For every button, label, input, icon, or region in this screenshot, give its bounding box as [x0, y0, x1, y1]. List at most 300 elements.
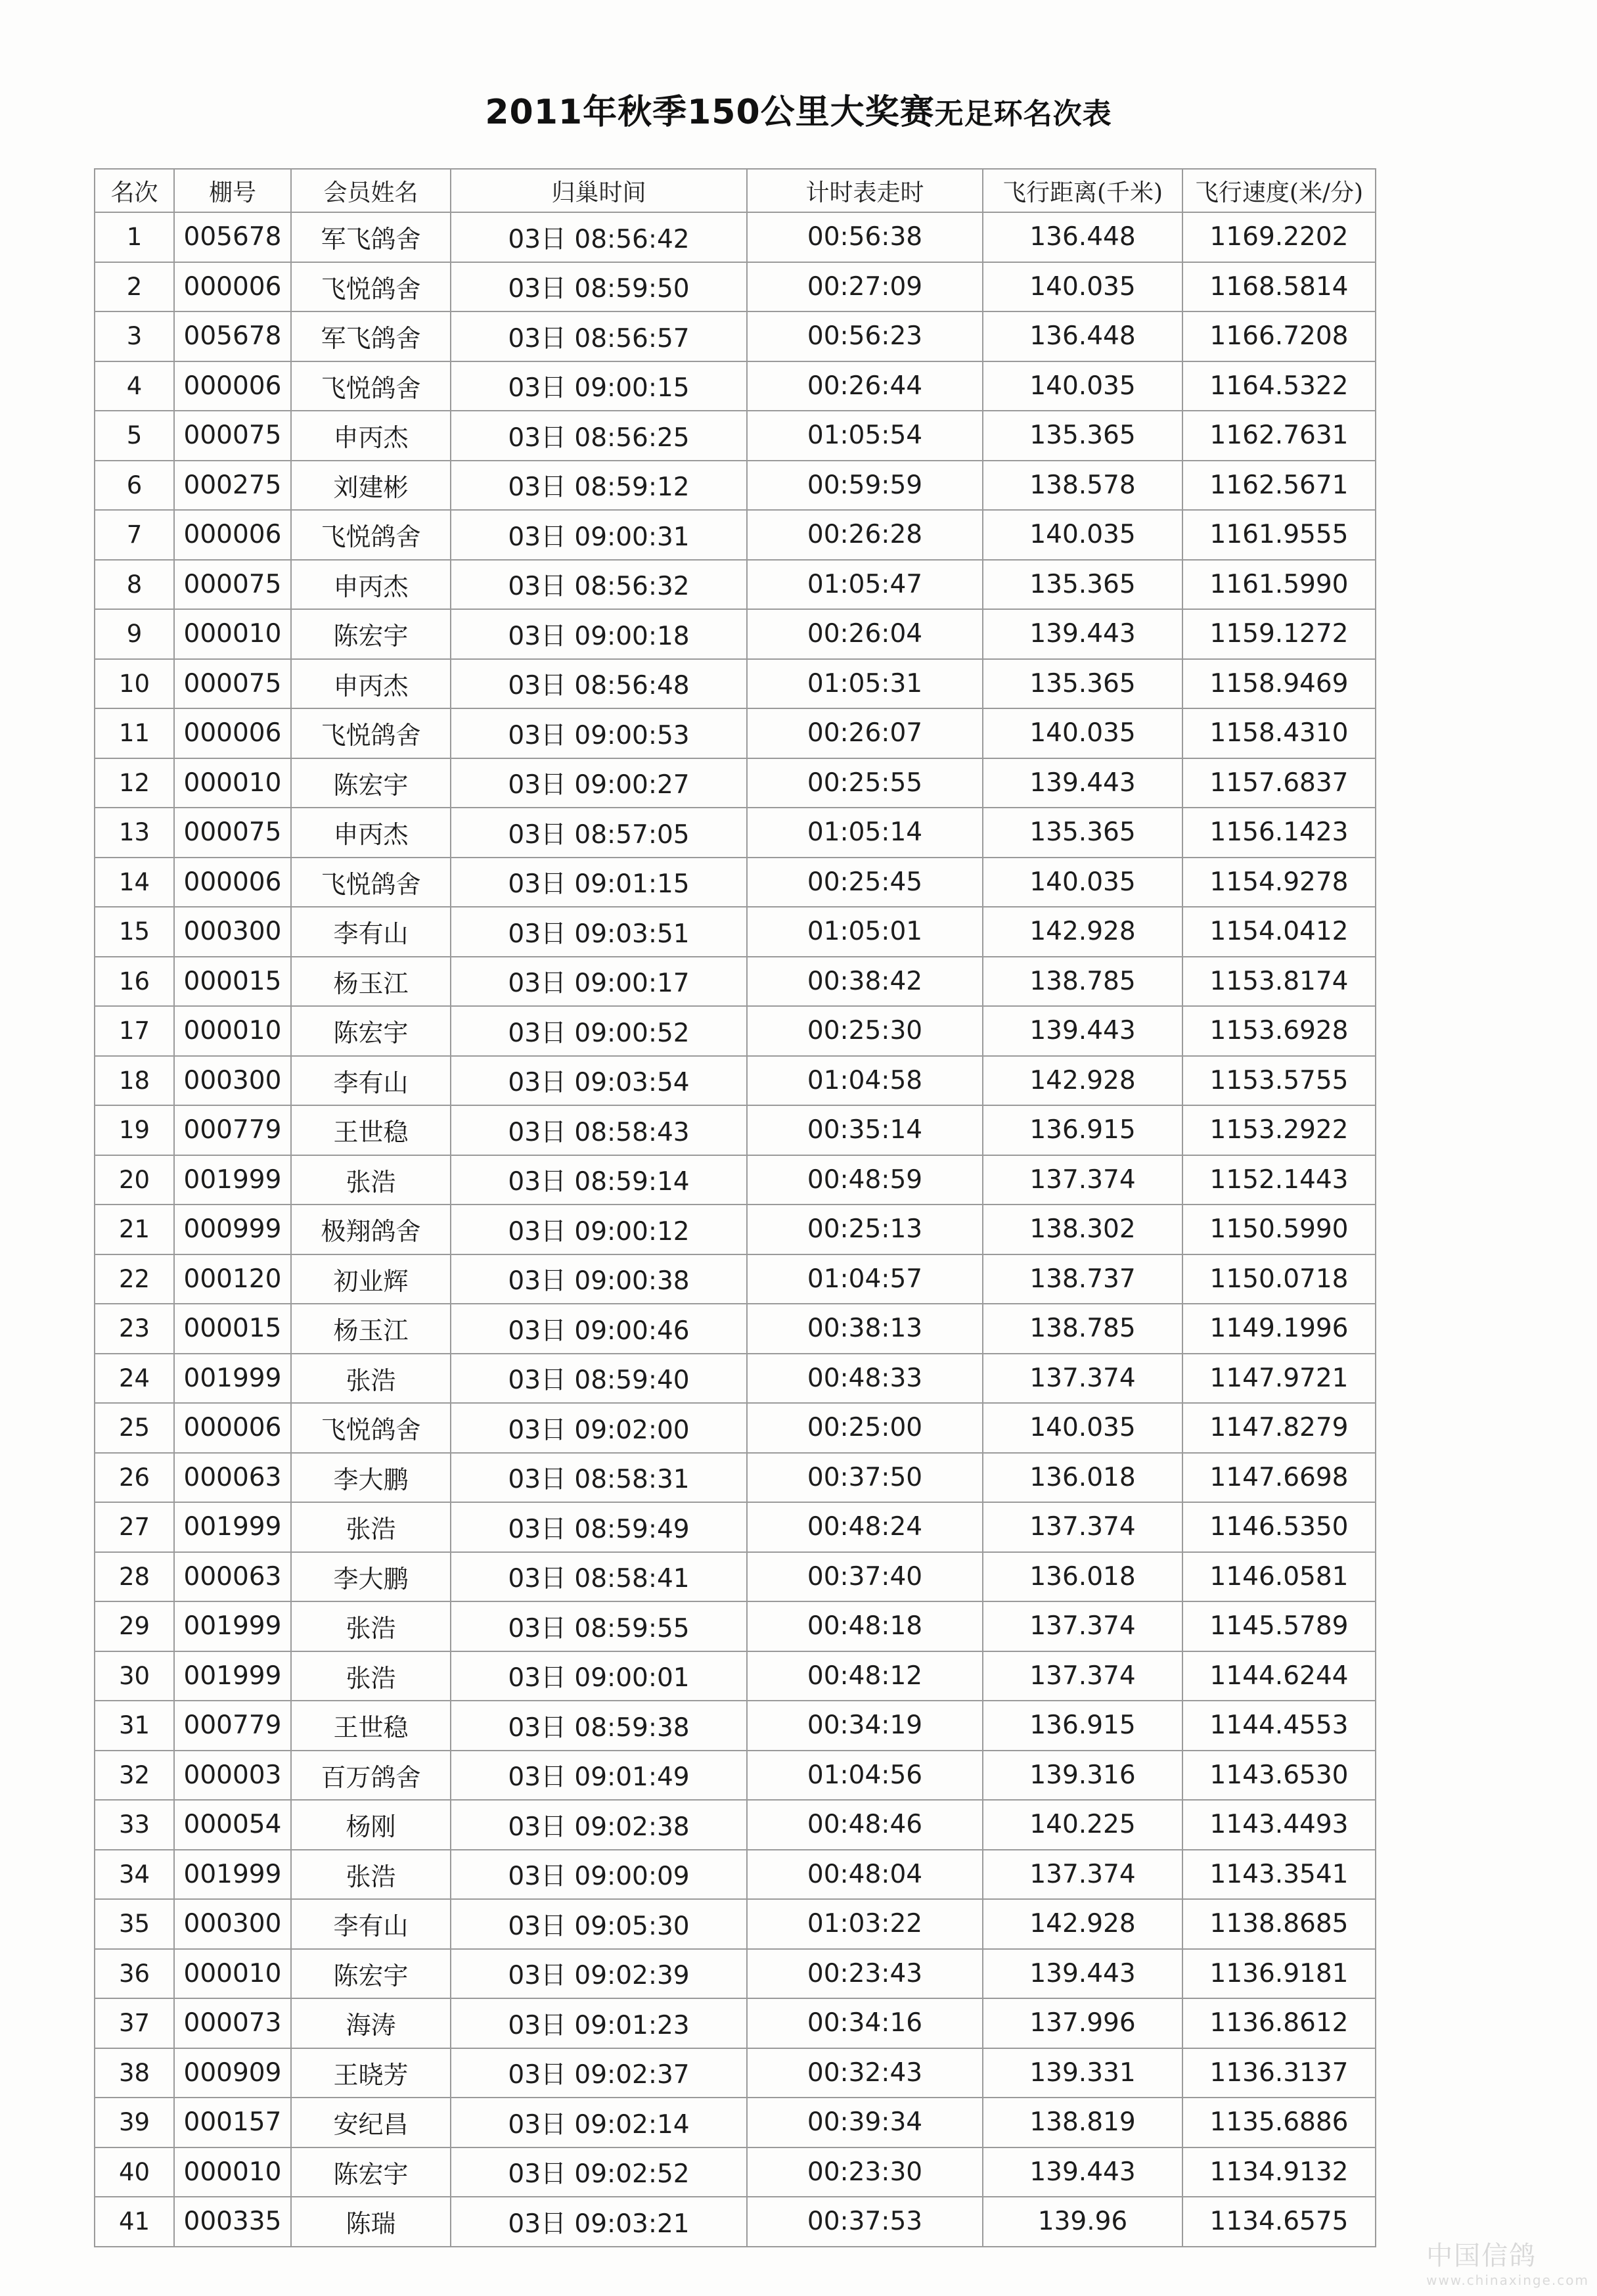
rank-cell: 15	[95, 907, 174, 957]
loft-id-cell: 000054	[174, 1800, 291, 1850]
arrival-time-cell: 03日 08:56:42	[451, 212, 747, 262]
speed-cell: 1153.2922	[1182, 1105, 1376, 1155]
arrival-time-cell: 03日 09:00:38	[451, 1254, 747, 1304]
loft-id-cell: 000010	[174, 1006, 291, 1056]
member-name-cell: 杨刚	[291, 1800, 451, 1850]
rank-cell: 13	[95, 808, 174, 858]
loft-id-cell: 001999	[174, 1155, 291, 1205]
member-name-cell: 张浩	[291, 1651, 451, 1701]
loft-id-cell: 000006	[174, 361, 291, 411]
member-name-cell: 杨玉江	[291, 957, 451, 1007]
arrival-time-cell: 03日 08:59:55	[451, 1601, 747, 1651]
clock-time-cell: 00:23:43	[747, 1949, 983, 1999]
distance-cell: 136.018	[983, 1453, 1182, 1503]
table-row	[95, 1105, 1376, 1155]
table-row	[95, 1899, 1376, 1949]
table-row	[95, 1651, 1376, 1701]
arrival-time-cell: 03日 08:58:43	[451, 1105, 747, 1155]
clock-time-cell: 01:05:31	[747, 659, 983, 709]
arrival-time-cell: 03日 08:58:31	[451, 1453, 747, 1503]
distance-cell: 137.374	[983, 1354, 1182, 1404]
table-row	[95, 1155, 1376, 1205]
distance-cell: 138.578	[983, 461, 1182, 511]
watermark-url: www.chinaxinge.com	[1426, 2272, 1589, 2288]
loft-id-cell: 000010	[174, 2147, 291, 2197]
rank-cell: 1	[95, 212, 174, 262]
loft-id-cell: 000120	[174, 1254, 291, 1304]
distance-cell: 136.448	[983, 311, 1182, 361]
speed-cell: 1144.6244	[1182, 1651, 1376, 1701]
distance-cell: 140.035	[983, 510, 1182, 560]
arrival-time-cell: 03日 08:58:41	[451, 1552, 747, 1602]
speed-cell: 1136.9181	[1182, 1949, 1376, 1999]
distance-cell: 139.316	[983, 1751, 1182, 1801]
column-header-loft-id: 棚号	[174, 169, 291, 212]
table-row	[95, 2098, 1376, 2147]
table-row	[95, 212, 1376, 262]
column-header-speed: 飞行速度(米/分)	[1182, 169, 1376, 212]
clock-time-cell: 00:38:42	[747, 957, 983, 1007]
arrival-time-cell: 03日 09:02:14	[451, 2098, 747, 2147]
clock-time-cell: 00:25:55	[747, 758, 983, 808]
table-row	[95, 609, 1376, 659]
column-header-clock-time: 计时表走时	[747, 169, 983, 212]
speed-cell: 1153.8174	[1182, 957, 1376, 1007]
clock-time-cell: 00:26:28	[747, 510, 983, 560]
loft-id-cell: 000075	[174, 659, 291, 709]
table-row	[95, 262, 1376, 312]
clock-time-cell: 00:35:14	[747, 1105, 983, 1155]
distance-cell: 138.302	[983, 1205, 1182, 1254]
rank-cell: 22	[95, 1254, 174, 1304]
table-row	[95, 2048, 1376, 2098]
clock-time-cell: 00:56:38	[747, 212, 983, 262]
clock-time-cell: 00:25:45	[747, 858, 983, 907]
distance-cell: 139.443	[983, 758, 1182, 808]
loft-id-cell: 001999	[174, 1651, 291, 1701]
distance-cell: 138.785	[983, 1304, 1182, 1354]
title-subtitle: 无足环名次表	[934, 97, 1112, 131]
arrival-time-cell: 03日 09:00:12	[451, 1205, 747, 1254]
speed-cell: 1144.4553	[1182, 1701, 1376, 1751]
clock-time-cell: 00:48:24	[747, 1502, 983, 1552]
table-row	[95, 858, 1376, 907]
speed-cell: 1146.5350	[1182, 1502, 1376, 1552]
table-row	[95, 2147, 1376, 2197]
loft-id-cell: 000075	[174, 808, 291, 858]
rank-cell: 26	[95, 1453, 174, 1503]
speed-cell: 1162.5671	[1182, 461, 1376, 511]
rank-cell: 27	[95, 1502, 174, 1552]
member-name-cell: 申丙杰	[291, 808, 451, 858]
distance-cell: 140.035	[983, 361, 1182, 411]
rank-cell: 19	[95, 1105, 174, 1155]
rank-cell: 34	[95, 1850, 174, 1900]
clock-time-cell: 00:48:04	[747, 1850, 983, 1900]
distance-cell: 136.018	[983, 1552, 1182, 1602]
loft-id-cell: 000300	[174, 1056, 291, 1106]
arrival-time-cell: 03日 09:00:53	[451, 708, 747, 758]
member-name-cell: 陈宏宇	[291, 2147, 451, 2197]
arrival-time-cell: 03日 09:01:23	[451, 1998, 747, 2048]
speed-cell: 1136.8612	[1182, 1998, 1376, 2048]
loft-id-cell: 000006	[174, 1403, 291, 1453]
distance-cell: 142.928	[983, 1056, 1182, 1106]
document-title	[0, 84, 1597, 133]
clock-time-cell: 00:26:07	[747, 708, 983, 758]
clock-time-cell: 00:23:30	[747, 2147, 983, 2197]
member-name-cell: 极翔鸽舍	[291, 1205, 451, 1254]
member-name-cell: 张浩	[291, 1601, 451, 1651]
distance-cell: 138.785	[983, 957, 1182, 1007]
arrival-time-cell: 03日 09:00:52	[451, 1006, 747, 1056]
arrival-time-cell: 03日 08:59:40	[451, 1354, 747, 1404]
member-name-cell: 飞悦鸽舍	[291, 708, 451, 758]
speed-cell: 1143.4493	[1182, 1800, 1376, 1850]
clock-time-cell: 00:59:59	[747, 461, 983, 511]
distance-cell: 139.443	[983, 2147, 1182, 2197]
distance-cell: 140.035	[983, 858, 1182, 907]
table-row	[95, 1354, 1376, 1404]
clock-time-cell: 00:25:00	[747, 1403, 983, 1453]
member-name-cell: 王世稳	[291, 1701, 451, 1751]
column-header-rank: 名次	[95, 169, 174, 212]
clock-time-cell: 00:37:53	[747, 2197, 983, 2247]
rank-cell: 10	[95, 659, 174, 709]
table-row	[95, 1949, 1376, 1999]
distance-cell: 137.374	[983, 1651, 1182, 1701]
clock-time-cell: 01:05:01	[747, 907, 983, 957]
member-name-cell: 申丙杰	[291, 411, 451, 461]
distance-cell: 135.365	[983, 808, 1182, 858]
table-row	[95, 1800, 1376, 1850]
distance-cell: 137.374	[983, 1850, 1182, 1900]
table-header	[95, 169, 1376, 212]
member-name-cell: 飞悦鸽舍	[291, 361, 451, 411]
distance-cell: 138.819	[983, 2098, 1182, 2147]
rank-cell: 40	[95, 2147, 174, 2197]
loft-id-cell: 005678	[174, 212, 291, 262]
arrival-time-cell: 03日 09:02:37	[451, 2048, 747, 2098]
rank-cell: 23	[95, 1304, 174, 1354]
clock-time-cell: 00:34:16	[747, 1998, 983, 2048]
speed-cell: 1157.6837	[1182, 758, 1376, 808]
member-name-cell: 杨玉江	[291, 1304, 451, 1354]
watermark	[1426, 2235, 1589, 2288]
speed-cell: 1164.5322	[1182, 361, 1376, 411]
speed-cell: 1149.1996	[1182, 1304, 1376, 1354]
loft-id-cell: 000006	[174, 708, 291, 758]
rank-cell: 6	[95, 461, 174, 511]
member-name-cell: 飞悦鸽舍	[291, 858, 451, 907]
member-name-cell: 军飞鸽舍	[291, 311, 451, 361]
loft-id-cell: 000010	[174, 758, 291, 808]
member-name-cell: 李大鹏	[291, 1453, 451, 1503]
table-row	[95, 758, 1376, 808]
watermark-text: 中国信鸽	[1426, 2241, 1537, 2271]
clock-time-cell: 00:26:04	[747, 609, 983, 659]
member-name-cell: 李大鹏	[291, 1552, 451, 1602]
speed-cell: 1161.5990	[1182, 560, 1376, 610]
distance-cell: 140.035	[983, 262, 1182, 312]
loft-id-cell: 000063	[174, 1453, 291, 1503]
speed-cell: 1145.5789	[1182, 1601, 1376, 1651]
speed-cell: 1156.1423	[1182, 808, 1376, 858]
clock-time-cell: 01:03:22	[747, 1899, 983, 1949]
clock-time-cell: 00:37:50	[747, 1453, 983, 1503]
rank-cell: 33	[95, 1800, 174, 1850]
clock-time-cell: 00:48:12	[747, 1651, 983, 1701]
speed-cell: 1152.1443	[1182, 1155, 1376, 1205]
clock-time-cell: 00:26:44	[747, 361, 983, 411]
loft-id-cell: 000073	[174, 1998, 291, 2048]
distance-cell: 137.374	[983, 1155, 1182, 1205]
rank-cell: 3	[95, 311, 174, 361]
loft-id-cell: 000999	[174, 1205, 291, 1254]
distance-cell: 140.035	[983, 1403, 1182, 1453]
speed-cell: 1154.0412	[1182, 907, 1376, 957]
arrival-time-cell: 03日 08:59:49	[451, 1502, 747, 1552]
clock-time-cell: 00:38:13	[747, 1304, 983, 1354]
member-name-cell: 军飞鸽舍	[291, 212, 451, 262]
arrival-time-cell: 03日 09:00:46	[451, 1304, 747, 1354]
loft-id-cell: 000275	[174, 461, 291, 511]
member-name-cell: 海涛	[291, 1998, 451, 2048]
table-row	[95, 1601, 1376, 1651]
table-row	[95, 1006, 1376, 1056]
speed-cell: 1134.9132	[1182, 2147, 1376, 2197]
loft-id-cell: 000003	[174, 1751, 291, 1801]
arrival-time-cell: 03日 09:03:51	[451, 907, 747, 957]
loft-id-cell: 000006	[174, 858, 291, 907]
table-row	[95, 1701, 1376, 1751]
distance-cell: 139.443	[983, 1006, 1182, 1056]
table-row	[95, 1502, 1376, 1552]
rank-cell: 39	[95, 2098, 174, 2147]
table-row	[95, 361, 1376, 411]
speed-cell: 1169.2202	[1182, 212, 1376, 262]
member-name-cell: 申丙杰	[291, 659, 451, 709]
table-row	[95, 560, 1376, 610]
rank-cell: 8	[95, 560, 174, 610]
arrival-time-cell: 03日 09:00:17	[451, 957, 747, 1007]
column-header-member-name: 会员姓名	[291, 169, 451, 212]
loft-id-cell: 001999	[174, 1601, 291, 1651]
rank-cell: 31	[95, 1701, 174, 1751]
clock-time-cell: 00:48:33	[747, 1354, 983, 1404]
table-row	[95, 1205, 1376, 1254]
table-row	[95, 2197, 1376, 2247]
clock-time-cell: 00:48:46	[747, 1800, 983, 1850]
distance-cell: 139.443	[983, 609, 1182, 659]
rank-cell: 32	[95, 1751, 174, 1801]
member-name-cell: 张浩	[291, 1502, 451, 1552]
table-row	[95, 510, 1376, 560]
rank-cell: 37	[95, 1998, 174, 2048]
arrival-time-cell: 03日 09:00:15	[451, 361, 747, 411]
arrival-time-cell: 03日 09:05:30	[451, 1899, 747, 1949]
speed-cell: 1147.9721	[1182, 1354, 1376, 1404]
loft-id-cell: 000063	[174, 1552, 291, 1602]
rank-cell: 29	[95, 1601, 174, 1651]
loft-id-cell: 000300	[174, 907, 291, 957]
member-name-cell: 李有山	[291, 1899, 451, 1949]
speed-cell: 1162.7631	[1182, 411, 1376, 461]
table-row	[95, 1304, 1376, 1354]
distance-cell: 135.365	[983, 560, 1182, 610]
member-name-cell: 飞悦鸽舍	[291, 510, 451, 560]
clock-time-cell: 01:04:56	[747, 1751, 983, 1801]
rank-cell: 25	[95, 1403, 174, 1453]
clock-time-cell: 00:25:13	[747, 1205, 983, 1254]
loft-id-cell: 000075	[174, 411, 291, 461]
arrival-time-cell: 03日 08:59:50	[451, 262, 747, 312]
loft-id-cell: 005678	[174, 311, 291, 361]
clock-time-cell: 00:56:23	[747, 311, 983, 361]
rank-cell: 21	[95, 1205, 174, 1254]
clock-time-cell: 00:37:40	[747, 1552, 983, 1602]
loft-id-cell: 000075	[174, 560, 291, 610]
member-name-cell: 陈宏宇	[291, 758, 451, 808]
rank-cell: 16	[95, 957, 174, 1007]
rank-cell: 30	[95, 1651, 174, 1701]
header-row	[95, 169, 1376, 212]
arrival-time-cell: 03日 08:59:38	[451, 1701, 747, 1751]
arrival-time-cell: 03日 09:00:27	[451, 758, 747, 808]
loft-id-cell: 000909	[174, 2048, 291, 2098]
member-name-cell: 飞悦鸽舍	[291, 262, 451, 312]
arrival-time-cell: 03日 09:00:18	[451, 609, 747, 659]
loft-id-cell: 000010	[174, 1949, 291, 1999]
loft-id-cell: 001999	[174, 1502, 291, 1552]
loft-id-cell: 000006	[174, 510, 291, 560]
member-name-cell: 张浩	[291, 1354, 451, 1404]
member-name-cell: 张浩	[291, 1850, 451, 1900]
loft-id-cell: 000779	[174, 1105, 291, 1155]
table-row	[95, 1998, 1376, 2048]
arrival-time-cell: 03日 09:03:54	[451, 1056, 747, 1106]
arrival-time-cell: 03日 08:59:14	[451, 1155, 747, 1205]
speed-cell: 1159.1272	[1182, 609, 1376, 659]
distance-cell: 142.928	[983, 907, 1182, 957]
member-name-cell: 李有山	[291, 1056, 451, 1106]
member-name-cell: 李有山	[291, 907, 451, 957]
distance-cell: 138.737	[983, 1254, 1182, 1304]
speed-cell: 1153.6928	[1182, 1006, 1376, 1056]
table-row	[95, 461, 1376, 511]
speed-cell: 1138.8685	[1182, 1899, 1376, 1949]
clock-time-cell: 01:05:14	[747, 808, 983, 858]
member-name-cell: 张浩	[291, 1155, 451, 1205]
rank-cell: 36	[95, 1949, 174, 1999]
clock-time-cell: 00:39:34	[747, 2098, 983, 2147]
title-main: 2011年秋季150公里大奖赛	[485, 93, 935, 132]
member-name-cell: 初业辉	[291, 1254, 451, 1304]
arrival-time-cell: 03日 09:00:31	[451, 510, 747, 560]
rank-cell: 24	[95, 1354, 174, 1404]
rank-cell: 9	[95, 609, 174, 659]
rank-cell: 20	[95, 1155, 174, 1205]
table-row	[95, 411, 1376, 461]
table-row	[95, 808, 1376, 858]
loft-id-cell: 000335	[174, 2197, 291, 2247]
member-name-cell: 王世稳	[291, 1105, 451, 1155]
distance-cell: 142.928	[983, 1899, 1182, 1949]
speed-cell: 1150.5990	[1182, 1205, 1376, 1254]
member-name-cell: 百万鸽舍	[291, 1751, 451, 1801]
member-name-cell: 刘建彬	[291, 461, 451, 511]
speed-cell: 1147.6698	[1182, 1453, 1376, 1503]
speed-cell: 1166.7208	[1182, 311, 1376, 361]
table-row	[95, 957, 1376, 1007]
rank-cell: 4	[95, 361, 174, 411]
loft-id-cell: 000006	[174, 262, 291, 312]
results-table	[94, 168, 1376, 2247]
clock-time-cell: 00:48:18	[747, 1601, 983, 1651]
rank-cell: 18	[95, 1056, 174, 1106]
table-row	[95, 311, 1376, 361]
arrival-time-cell: 03日 09:02:39	[451, 1949, 747, 1999]
clock-time-cell: 01:04:58	[747, 1056, 983, 1106]
member-name-cell: 陈宏宇	[291, 1006, 451, 1056]
speed-cell: 1154.9278	[1182, 858, 1376, 907]
table-row	[95, 1453, 1376, 1503]
distance-cell: 137.374	[983, 1502, 1182, 1552]
member-name-cell: 陈宏宇	[291, 609, 451, 659]
distance-cell: 136.915	[983, 1701, 1182, 1751]
speed-cell: 1147.8279	[1182, 1403, 1376, 1453]
rank-cell: 2	[95, 262, 174, 312]
rank-cell: 5	[95, 411, 174, 461]
member-name-cell: 陈宏宇	[291, 1949, 451, 1999]
distance-cell: 135.365	[983, 411, 1182, 461]
arrival-time-cell: 03日 08:56:32	[451, 560, 747, 610]
rank-cell: 28	[95, 1552, 174, 1602]
arrival-time-cell: 03日 08:57:05	[451, 808, 747, 858]
member-name-cell: 王晓芳	[291, 2048, 451, 2098]
arrival-time-cell: 03日 09:02:00	[451, 1403, 747, 1453]
speed-cell: 1168.5814	[1182, 262, 1376, 312]
rank-cell: 38	[95, 2048, 174, 2098]
arrival-time-cell: 03日 08:56:25	[451, 411, 747, 461]
clock-time-cell: 00:27:09	[747, 262, 983, 312]
distance-cell: 140.035	[983, 708, 1182, 758]
speed-cell: 1150.0718	[1182, 1254, 1376, 1304]
member-name-cell: 安纪昌	[291, 2098, 451, 2147]
speed-cell: 1135.6886	[1182, 2098, 1376, 2147]
arrival-time-cell: 03日 09:03:21	[451, 2197, 747, 2247]
speed-cell: 1158.9469	[1182, 659, 1376, 709]
speed-cell: 1136.3137	[1182, 2048, 1376, 2098]
arrival-time-cell: 03日 09:01:15	[451, 858, 747, 907]
rank-cell: 35	[95, 1899, 174, 1949]
rank-cell: 11	[95, 708, 174, 758]
loft-id-cell: 000157	[174, 2098, 291, 2147]
table-row	[95, 1850, 1376, 1900]
arrival-time-cell: 03日 09:02:52	[451, 2147, 747, 2197]
arrival-time-cell: 03日 09:00:09	[451, 1850, 747, 1900]
table-body	[95, 212, 1376, 2247]
distance-cell: 139.331	[983, 2048, 1182, 2098]
arrival-time-cell: 03日 08:59:12	[451, 461, 747, 511]
arrival-time-cell: 03日 08:56:48	[451, 659, 747, 709]
table-row	[95, 1751, 1376, 1801]
column-header-distance: 飞行距离(千米)	[983, 169, 1182, 212]
distance-cell: 140.225	[983, 1800, 1182, 1850]
table-row	[95, 907, 1376, 957]
table-row	[95, 1056, 1376, 1106]
clock-time-cell: 00:25:30	[747, 1006, 983, 1056]
